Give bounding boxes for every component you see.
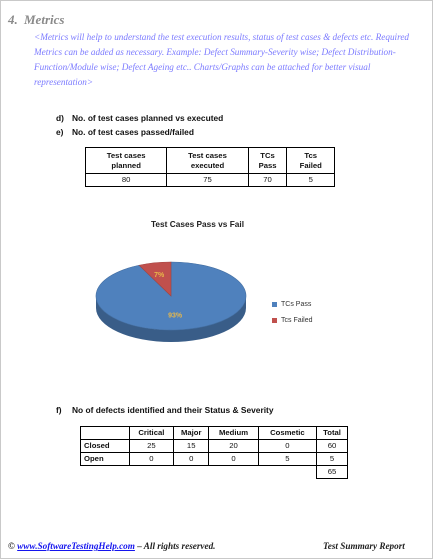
closed-cosmetic: 0 [258,440,316,453]
value-executed: 75 [167,174,248,187]
item-e-text: No. of test cases passed/failed [72,127,194,137]
header-planned: Test cases planned [86,148,167,174]
open-medium: 0 [209,453,258,466]
item-f-letter: f) [56,405,62,415]
legend-label-pass: TCs Pass [281,300,312,308]
header-pass: TCs Pass [248,148,287,174]
header-total: Total [317,427,348,440]
footer-copyright [8,541,215,551]
item-f-text: No of defects identified and their Status & Severity [72,405,274,415]
closed-total: 60 [317,440,348,453]
defect-header-row [81,427,348,440]
open-major: 0 [174,453,209,466]
section-title-text: Metrics [24,12,65,27]
defect-row-open [81,453,348,466]
closed-critical: 25 [129,440,173,453]
header-medium: Medium [209,427,258,440]
footer-report-title: Test Summary Report [323,541,405,551]
defect-table [80,426,348,479]
item-d-text: No. of test cases planned vs executed [72,113,224,123]
chart-title: Test Cases Pass vs Fail [150,219,244,229]
legend-item-pass [272,296,313,312]
chart-legend [272,296,313,328]
header-executed: Test cases executed [167,148,248,174]
closed-major: 15 [174,440,209,453]
item-e-letter: e) [56,127,64,137]
row-label-closed: Closed [81,440,130,453]
defect-header-corner [81,427,130,440]
pie-label-0: 93% [168,312,183,320]
header-failed: Tcs Failed [287,148,335,174]
section-number: 4. [8,12,18,27]
metrics-guidance-note: <Metrics will help to understand the test execution results, status of test cases & defects etc. Required Metrics can be added as necessary. Example: Defect Summary-Severity wise; Defect Distribution-Function/Module wise; Defect Ageing etc.. Charts/Graphs can be attached for better visual representation> [34,32,409,87]
header-critical: Critical [129,427,173,440]
open-total: 5 [317,453,348,466]
header-major: Major [174,427,209,440]
header-cosmetic: Cosmetic [258,427,316,440]
website-link[interactable]: www.SoftwareTestingHelp.com [17,541,135,551]
row-label-open: Open [81,453,130,466]
value-planned: 80 [86,174,167,187]
copyright-symbol: © [8,541,15,551]
closed-medium: 20 [209,440,258,453]
value-pass: 70 [248,174,287,187]
defect-row-grand-total [81,466,348,479]
open-cosmetic: 5 [258,453,316,466]
grand-total: 65 [317,466,348,479]
legend-swatch-pass [272,302,277,307]
legend-label-failed: Tcs Failed [281,316,313,324]
legend-item-failed [272,312,313,328]
value-failed: 5 [287,174,335,187]
open-critical: 0 [129,453,173,466]
legend-swatch-failed [272,318,277,323]
item-f [56,405,274,415]
defect-row-closed [81,440,348,453]
item-d-letter: d) [56,113,64,123]
pie-label-1: 7% [154,272,165,280]
rights-text: – All rights reserved. [134,541,216,551]
